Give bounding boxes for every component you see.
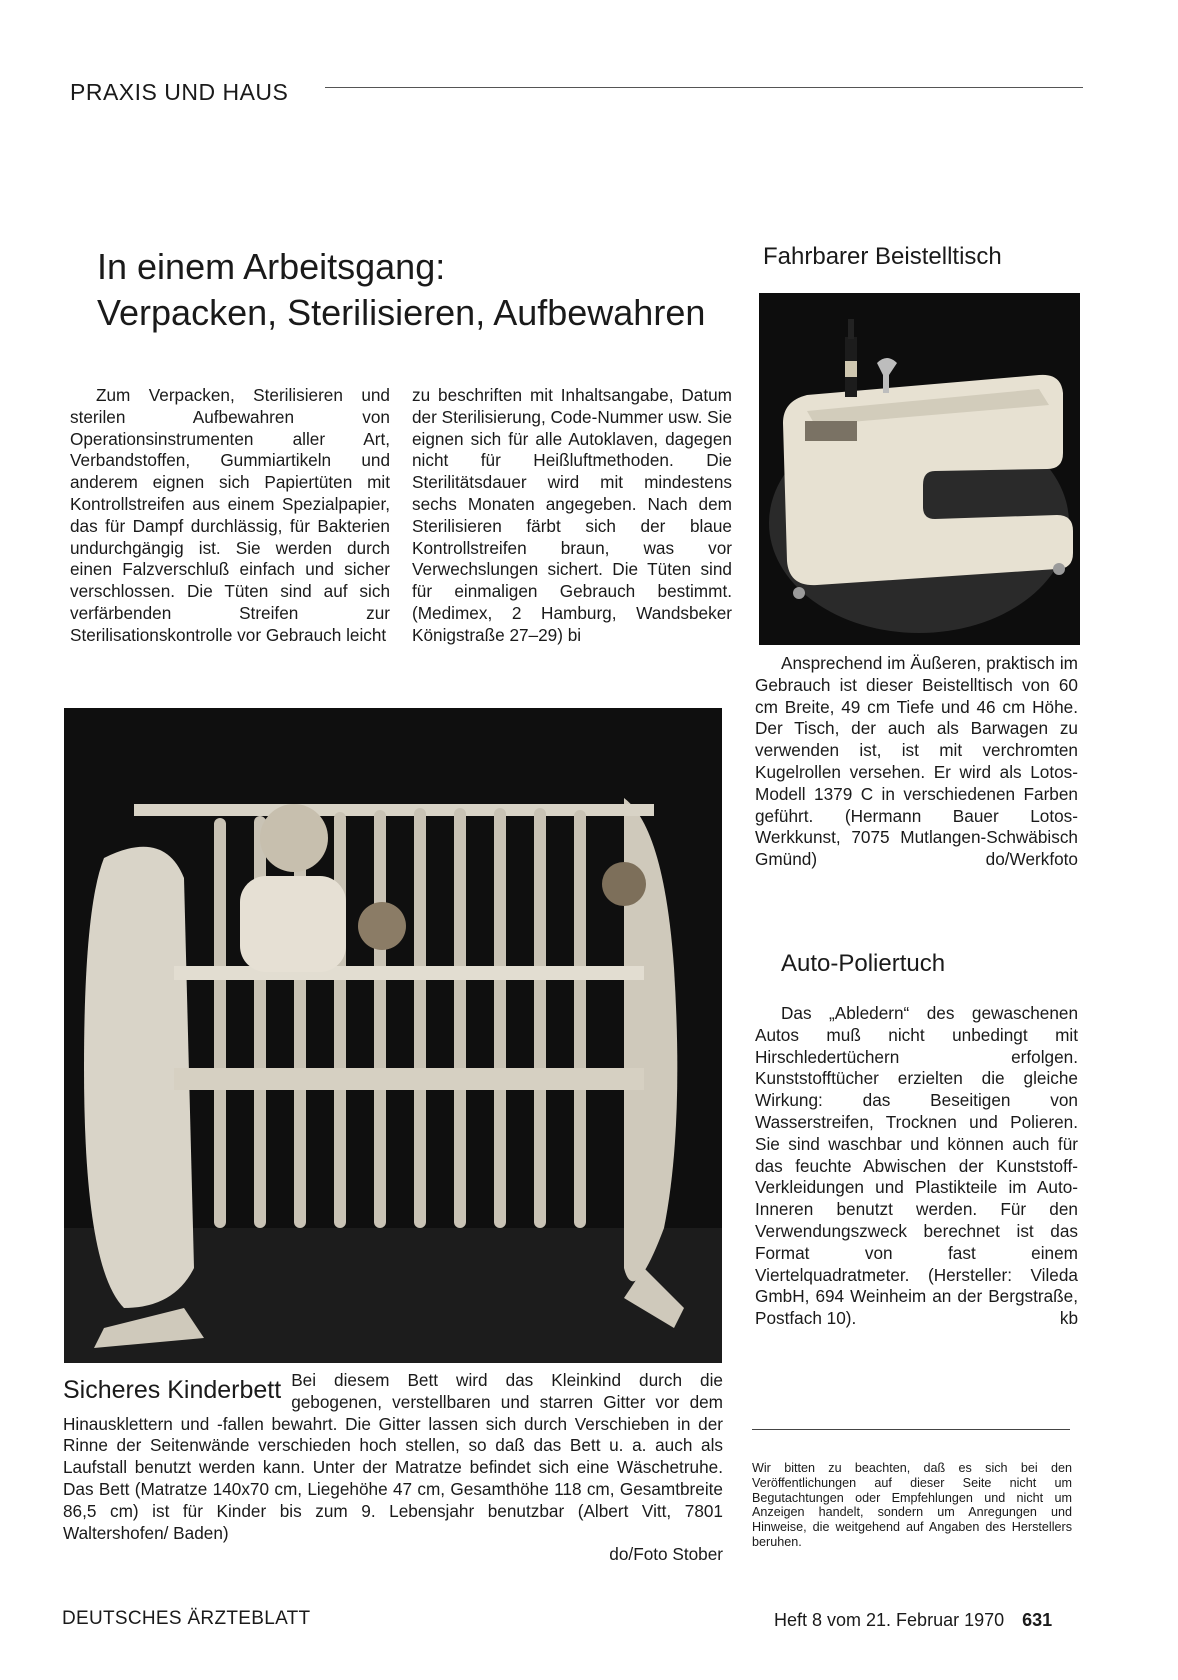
main-article-column-2: zu beschriften mit Inhaltsangabe, Datum der Sterilisierung, Code-Nummer usw. Sie eignen sich für alle Autoklaven, dagegen nicht für Heißluftmethoden. Die Sterilitätsdauer wird mit mindestens sechs Monaten angegeben. Nach dem Sterilisieren färbt sich der blaue Kontrollstreifen braun, was vor Verwechslungen sichert. Die Tüten sind für einmaligen Gebrauch bestimmt. (Medimex, 2 Hamburg, Wandsbeker Königstraße 27–29) bi (412, 385, 732, 645)
crib-title: Sicheres Kinderbett (63, 1376, 282, 1404)
editorial-note: Wir bitten zu beachten, daß es sich bei den Veröffentlichungen auf dieser Seite nicht um Begutachtungen oder Empfehlungen und nicht um Anzeigen handelt, sondern um Anregungen und Hinweise, die weitgehend auf Angaben des Herstellers beruhen. (752, 1461, 1072, 1549)
page-number: 631 (1022, 1610, 1053, 1630)
section-heading: PRAXIS UND HAUS (70, 79, 289, 105)
crib-credit: do/Foto Stober (609, 1544, 723, 1565)
crib-photo (64, 708, 722, 1363)
main-article-column-1: Zum Verpacken, Sterilisieren und sterilen Aufbewahren von Operationsinstrumenten aller Art, Verbandstoffen, Gummiartikeln und anderem eignen sich Papiertüten mit Kontrollstreifen aus einem Spezialpapier, das für Dampf durchlässig, für Bakterien undurchgängig ist. Sie werden durch einen Falzverschluß einfach und sicher verschlossen. Die Tüten sind auf sich verfärbenden Streifen zur Sterilisationskontrolle vor Gebrauch leicht (70, 385, 390, 645)
crib-caption (63, 1370, 723, 1566)
main-title-line-2: Verpacken, Sterilisieren, Aufbewahren (97, 292, 706, 333)
issue-date: Heft 8 vom 21. Februar 1970 (774, 1610, 1005, 1630)
side-table-title: Fahrbarer Beistelltisch (763, 243, 1002, 270)
issue-info (774, 1610, 1052, 1631)
journal-name: DEUTSCHES ÄRZTEBLATT (62, 1608, 311, 1629)
note-rule (752, 1429, 1070, 1430)
main-title-line-1: In einem Arbeitsgang: (97, 246, 446, 287)
side-table-photo (759, 293, 1080, 645)
auto-cloth-title: Auto-Poliertuch (781, 950, 946, 977)
crib-body: Bei diesem Bett wird das Kleinkind durch die gebogenen, verstellbaren und starren Gitter vor dem Hinausklettern und -fallen bewahrt. Die Gitter lassen sich durch Verschieben in der Rinne der Seitenwände verschieden hoch stellen, so daß das Bett u. a. auch als Laufstall benutzt werden kann. Unter der Matratze befindet sich eine Wäschetruhe. Das Bett (Matratze 140x70 cm, Liegehöhe 47 cm, Gesamthöhe 118 cm, Gesamtbreite 86,5 cm) ist für Kinder bis zum 9. Lebensjahr benutzbar (Albert Vitt, 7801 Waltershofen/ Baden) (63, 1370, 723, 1543)
side-table-body: Ansprechend im Äußeren, praktisch im Gebrauch ist dieser Beistelltisch von 60 cm Breite, 49 cm Tiefe und 46 cm Höhe. Der Tisch, der auch als Barwagen zu verwenden ist, ist mit verchromten Kugelrollen versehen. Er wird als Lotos-Modell 1379 C in verschiedenen Farben geführt. (Hermann Bauer Lotos-Werkkunst, 7075 Mutlangen-Schwäbisch Gmünd) (755, 653, 1078, 870)
auto-cloth-body: Das „Abledern“ des gewaschenen Autos muß nicht unbedingt mit Hirschledertüchern erfolgen. Kunststofftücher erzielten die gleiche Wirkung: das Beseitigen von Wasserstreifen, Trocknen und Polieren. Sie sind waschbar und können auch für das feuchte Abwischen der Kunststoff-Verkleidungen und Plastikteile im Auto-Inneren benutzt werden. Für den Verwendungszweck berechnet ist das Format von fast einem Viertelquadratmeter. (Hersteller: Vileda GmbH, 694 Weinheim an der Bergstraße, Postfach 10). (755, 1003, 1078, 1329)
side-table-text (755, 653, 1078, 871)
main-article-title (97, 244, 705, 336)
header-rule (325, 87, 1083, 88)
auto-cloth-credit: kb (1059, 1308, 1078, 1329)
side-table-credit: do/Werkfoto (985, 849, 1078, 870)
crib-credit-row (63, 1544, 723, 1566)
auto-cloth-text (755, 1003, 1078, 1330)
